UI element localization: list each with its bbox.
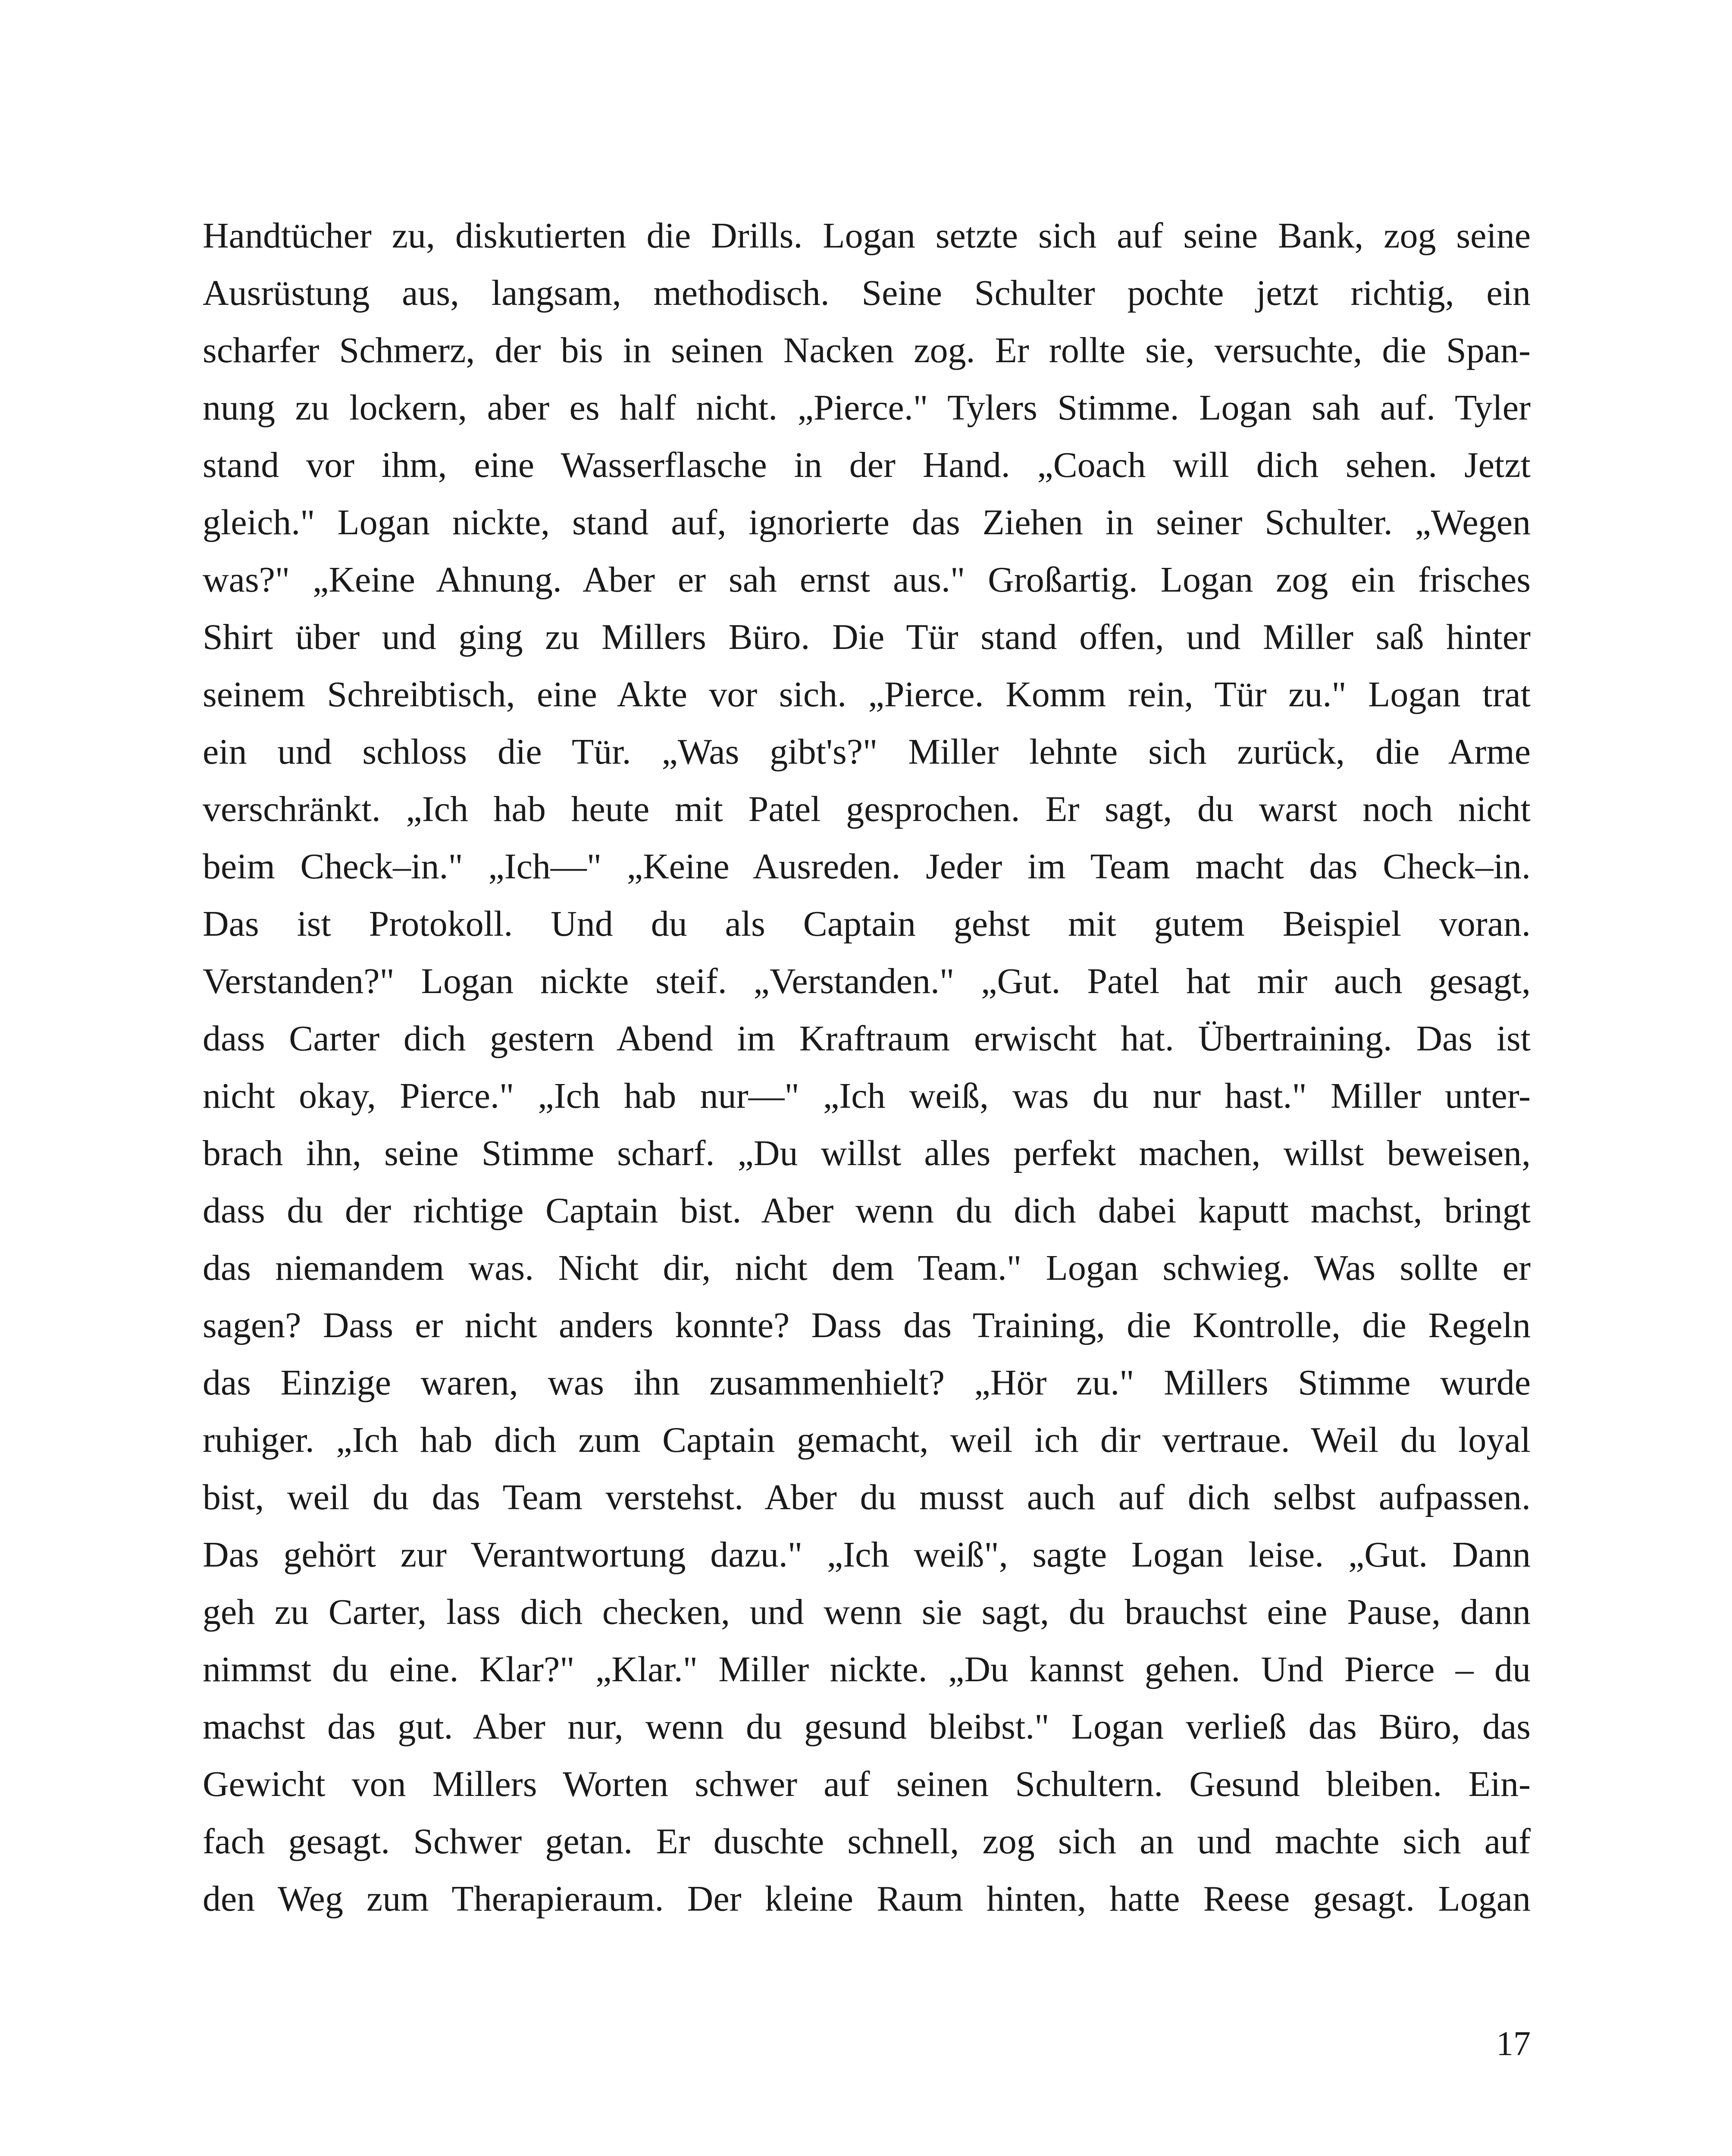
text-line: Ausrüstung aus, langsam, methodisch. Seine Schulter pochte jetzt richtig, ein <box>203 273 1531 313</box>
body-text <box>203 207 1531 1927</box>
text-line: bist, weil du das Team verstehst. Aber du musst auch auf dich selbst aufpassen. <box>203 1477 1531 1517</box>
text-line: das niemandem was. Nicht dir, nicht dem Team." Logan schwieg. Was sollte er <box>203 1248 1531 1288</box>
text-line: ruhiger. „Ich hab dich zum Captain gemacht, weil ich dir vertraue. Weil du loyal <box>203 1420 1531 1460</box>
text-line: Gewicht von Millers Worten schwer auf seinen Schultern. Gesund bleiben. Ein- <box>203 1764 1531 1804</box>
text-line: Verstanden?" Logan nickte steif. „Verstanden." „Gut. Patel hat mir auch gesagt, <box>203 961 1531 1001</box>
text-line: sagen? Dass er nicht anders konnte? Dass das Training, die Kontrolle, die Regeln <box>203 1305 1531 1345</box>
text-line: stand vor ihm, eine Wasserflasche in der Hand. „Coach will dich sehen. Jetzt <box>203 445 1531 485</box>
text-line: nung zu lockern, aber es half nicht. „Pierce." Tylers Stimme. Logan sah auf. Tyler <box>203 388 1531 428</box>
text-line: fach gesagt. Schwer getan. Er duschte schnell, zog sich an und machte sich auf <box>203 1821 1531 1861</box>
text-line: dass du der richtige Captain bist. Aber wenn du dich dabei kaputt machst, bringt <box>203 1191 1531 1231</box>
text-line: beim Check–in." „Ich—" „Keine Ausreden. Jeder im Team macht das Check–in. <box>203 846 1531 887</box>
text-line: Shirt über und ging zu Millers Büro. Die Tür stand offen, und Miller saß hinter <box>203 617 1531 657</box>
text-line: was?" „Keine Ahnung. Aber er sah ernst aus." Großartig. Logan zog ein frisches <box>203 560 1531 600</box>
text-line: brach ihn, seine Stimme scharf. „Du willst alles perfekt machen, willst beweisen, <box>203 1133 1531 1173</box>
text-line: Handtücher zu, diskutierten die Drills. Logan setzte sich auf seine Bank, zog seine <box>203 216 1531 256</box>
text-line: seinem Schreibtisch, eine Akte vor sich. „Pierce. Komm rein, Tür zu." Logan trat <box>203 674 1531 714</box>
text-line: den Weg zum Therapieraum. Der kleine Raum hinten, hatte Reese gesagt. Logan <box>203 1879 1531 1919</box>
text-line: Das ist Protokoll. Und du als Captain gehst mit gutem Beispiel voran. <box>203 904 1531 944</box>
text-line: machst das gut. Aber nur, wenn du gesund bleibst." Logan verließ das Büro, das <box>203 1707 1531 1747</box>
text-line: das Einzige waren, was ihn zusammenhielt? „Hör zu." Millers Stimme wurde <box>203 1363 1531 1403</box>
text-line: gleich." Logan nickte, stand auf, ignorierte das Ziehen in seiner Schulter. „Wegen <box>203 502 1531 542</box>
text-line: verschränkt. „Ich hab heute mit Patel gesprochen. Er sagt, du warst noch nicht <box>203 789 1531 829</box>
page-number: 17 <box>1496 2025 1531 2063</box>
text-line: ein und schloss die Tür. „Was gibt's?" Miller lehnte sich zurück, die Arme <box>203 732 1531 772</box>
text-line: dass Carter dich gestern Abend im Kraftraum erwischt hat. Übertraining. Das ist <box>203 1018 1531 1059</box>
text-line: nicht okay, Pierce." „Ich hab nur—" „Ich weiß, was du nur hast." Miller unter- <box>203 1076 1531 1116</box>
text-line: geh zu Carter, lass dich checken, und wenn sie sagt, du brauchst eine Pause, dann <box>203 1592 1531 1632</box>
text-line: scharfer Schmerz, der bis in seinen Nacken zog. Er rollte sie, versuchte, die Span- <box>203 330 1531 370</box>
text-line: nimmst du eine. Klar?" „Klar." Miller nickte. „Du kannst gehen. Und Pierce – du <box>203 1649 1531 1689</box>
text-line: Das gehört zur Verantwortung dazu." „Ich weiß", sagte Logan leise. „Gut. Dann <box>203 1535 1531 1575</box>
